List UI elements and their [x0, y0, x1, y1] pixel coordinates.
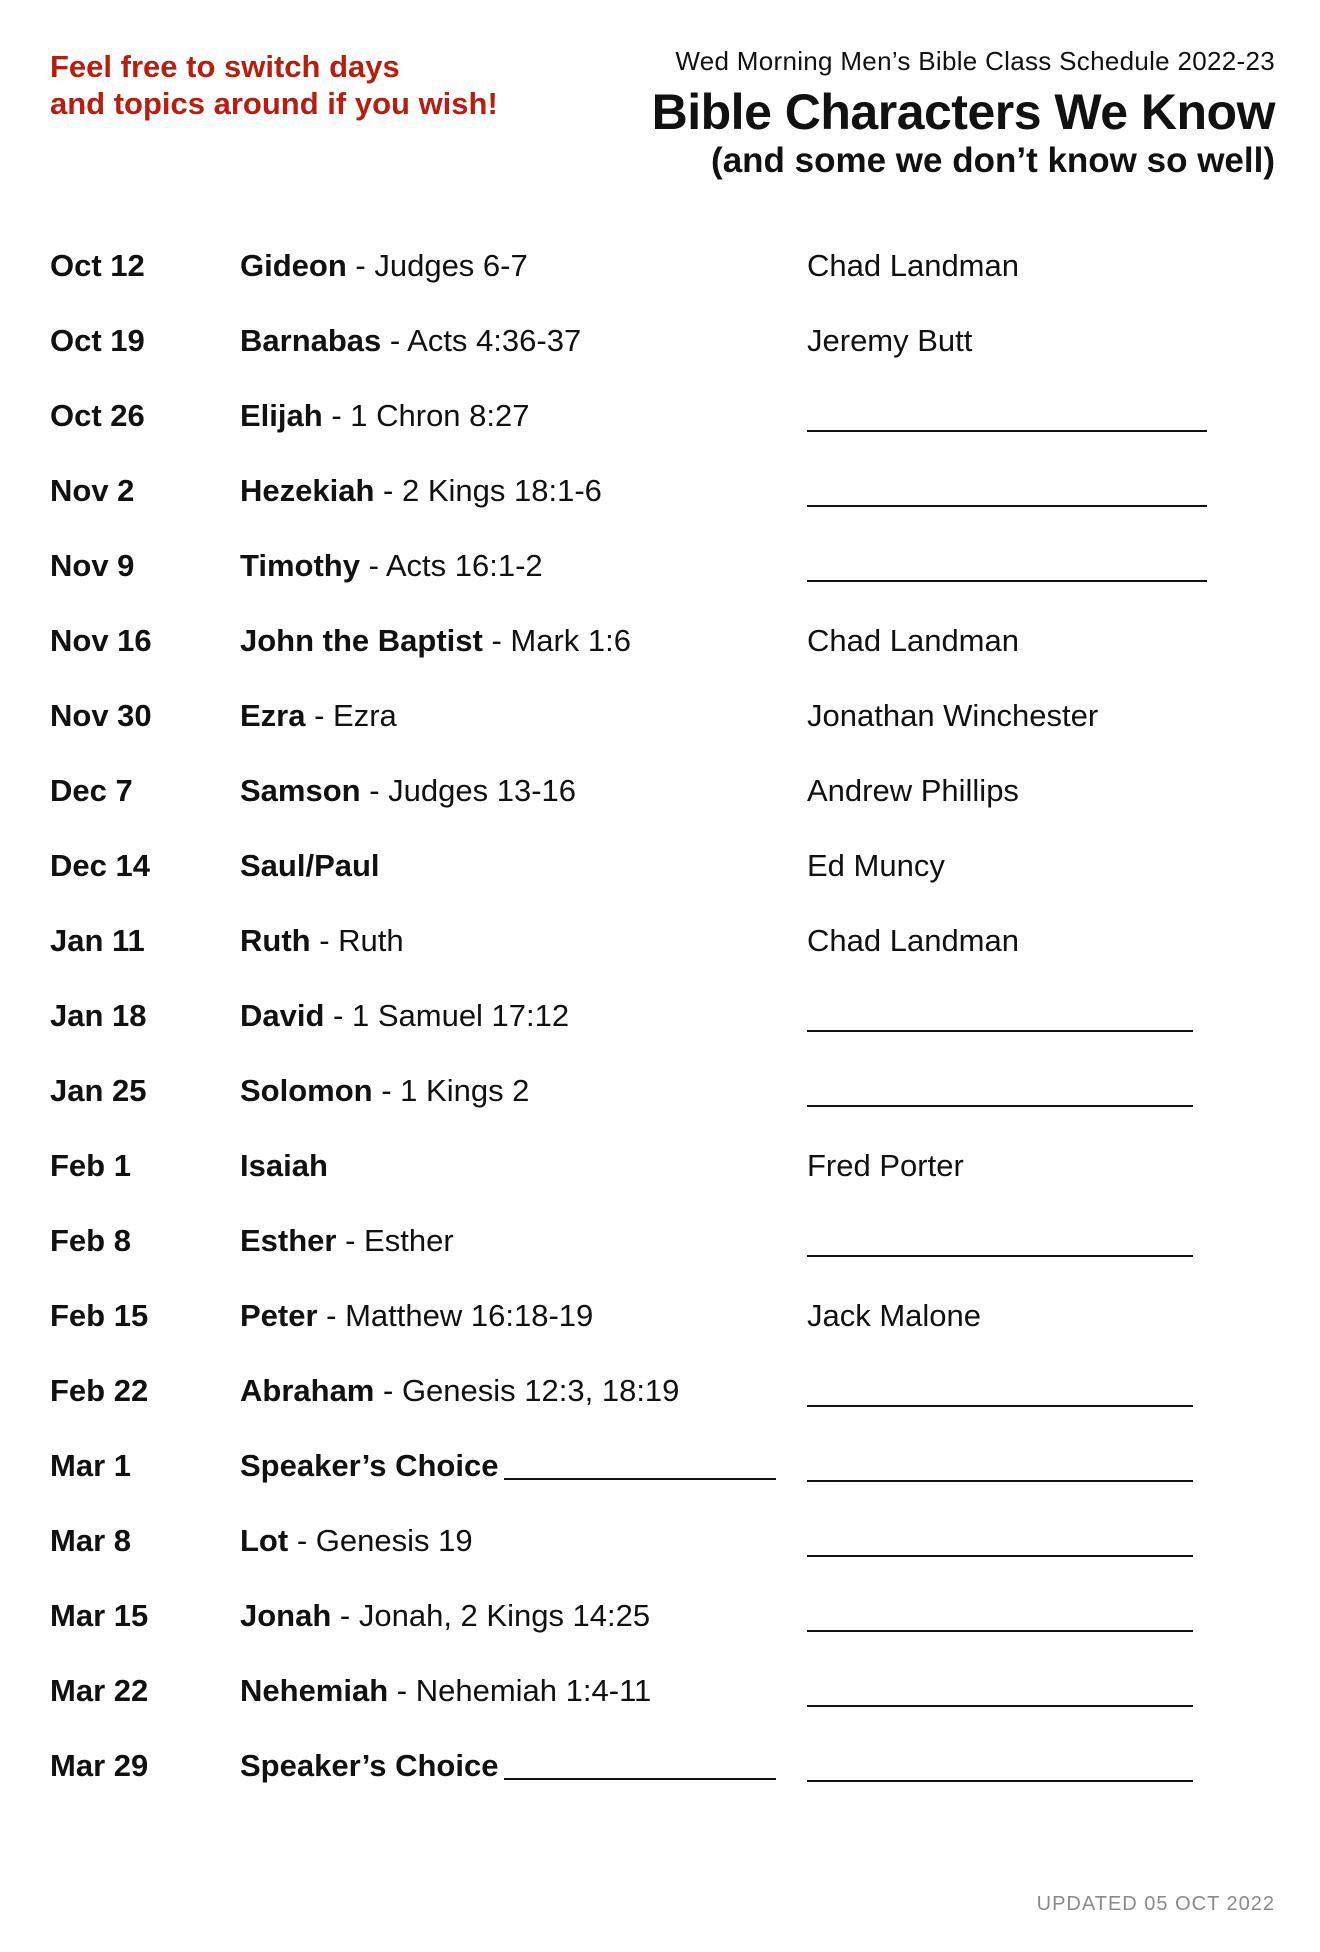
character-name: Solomon	[240, 1073, 373, 1108]
speaker-name: Chad Landman	[807, 923, 1019, 958]
speaker-name: Chad Landman	[807, 623, 1019, 658]
speaker-name: Andrew Phillips	[807, 773, 1019, 808]
scripture-reference: Judges 6-7	[374, 248, 528, 283]
row-date: Nov 2	[50, 473, 135, 508]
schedule-row	[50, 313, 1275, 388]
character-name: Nehemiah	[240, 1673, 389, 1708]
speaker-name: Ed Muncy	[807, 848, 945, 883]
scripture-reference: Ezra	[333, 698, 397, 733]
speaker-blank-line	[807, 1705, 1193, 1707]
speaker-name: Jonathan Winchester	[807, 698, 1099, 733]
speaker-blank-line	[807, 430, 1207, 432]
speaker-name: Jack Malone	[807, 1298, 982, 1333]
schedule-row	[50, 913, 1275, 988]
schedule-row	[50, 688, 1275, 763]
speaker-name: Jeremy Butt	[807, 323, 973, 358]
schedule-row	[50, 388, 1275, 463]
scripture-reference: Esther	[364, 1223, 454, 1258]
character-name: Speaker’s Choice	[240, 1748, 499, 1783]
character-name: Isaiah	[240, 1148, 328, 1183]
character-name: Saul/Paul	[240, 848, 380, 883]
topic-separator: -	[372, 1073, 401, 1108]
topic-separator: -	[305, 698, 334, 733]
scripture-reference: Genesis 12:3, 18:19	[401, 1373, 680, 1408]
character-name: Gideon	[240, 248, 347, 283]
topic-blank-line	[504, 1778, 776, 1780]
updated-date: UPDATED 05 OCT 2022	[1036, 1893, 1275, 1915]
topic-separator: -	[374, 473, 402, 508]
scripture-reference: Jonah, 2 Kings 14:25	[358, 1598, 651, 1633]
schedule-row	[50, 1513, 1275, 1588]
character-name: Ezra	[240, 698, 306, 733]
note-line-2: and topics around if you wish!	[50, 86, 498, 121]
row-topic	[240, 838, 380, 894]
row-date: Mar 15	[50, 1598, 149, 1633]
row-topic	[240, 1288, 593, 1344]
scripture-reference: 2 Kings 18:1-6	[401, 473, 602, 508]
speaker-name: Chad Landman	[807, 248, 1019, 283]
speaker-blank-line	[807, 1030, 1193, 1032]
row-topic	[240, 763, 576, 819]
scripture-reference: Acts 16:1-2	[385, 548, 543, 583]
topic-separator: -	[381, 323, 408, 358]
character-name: Esther	[240, 1223, 337, 1258]
row-topic	[240, 1213, 454, 1269]
speaker-blank-line	[807, 1555, 1193, 1557]
topic-separator: -	[374, 1373, 402, 1408]
row-topic	[240, 688, 397, 744]
schedule-row	[50, 1588, 1275, 1663]
row-topic	[240, 463, 602, 519]
schedule-row	[50, 1213, 1275, 1288]
schedule-row	[50, 613, 1275, 688]
scripture-reference: Ruth	[338, 923, 404, 958]
row-date: Jan 25	[50, 1073, 147, 1108]
character-name: Elijah	[240, 398, 323, 433]
row-topic	[240, 988, 569, 1044]
character-name: Hezekiah	[240, 473, 375, 508]
schedule-row	[50, 463, 1275, 538]
note	[50, 48, 498, 122]
row-date: Oct 26	[50, 398, 145, 433]
topic-separator: -	[360, 773, 389, 808]
row-topic	[240, 1738, 776, 1794]
speaker-blank-line	[807, 505, 1207, 507]
schedule-row	[50, 988, 1275, 1063]
row-topic	[240, 1513, 473, 1569]
topic-separator: -	[482, 623, 511, 658]
speaker-name: Fred Porter	[807, 1148, 964, 1183]
row-topic	[240, 1588, 650, 1644]
row-date: Mar 29	[50, 1748, 149, 1783]
row-date: Feb 1	[50, 1148, 131, 1183]
schedule-row	[50, 1288, 1275, 1363]
row-date: Jan 11	[50, 923, 145, 958]
schedule-row	[50, 838, 1275, 913]
character-name: Timothy	[240, 548, 360, 583]
topic-separator: -	[331, 1598, 359, 1633]
scripture-reference: 1 Kings 2	[400, 1073, 530, 1108]
character-name: Peter	[240, 1298, 318, 1333]
scripture-reference: Nehemiah 1:4-11	[415, 1673, 652, 1708]
schedule-row	[50, 763, 1275, 838]
row-date: Mar 22	[50, 1673, 149, 1708]
character-name: Barnabas	[240, 323, 382, 358]
row-date: Mar 8	[50, 1523, 131, 1558]
character-name: Ruth	[240, 923, 311, 958]
page-tagline: (and some we don’t know so well)	[711, 141, 1275, 180]
row-topic	[240, 1063, 529, 1119]
scripture-reference: Genesis 19	[315, 1523, 473, 1558]
row-topic	[240, 1663, 651, 1719]
topic-separator: -	[288, 1523, 316, 1558]
schedule-row	[50, 1438, 1275, 1513]
topic-separator: -	[310, 923, 339, 958]
note-line-1: Feel free to switch days	[50, 49, 400, 84]
schedule-row	[50, 1138, 1275, 1213]
row-date: Oct 12	[50, 248, 145, 283]
row-date: Feb 22	[50, 1373, 149, 1408]
row-topic	[240, 1138, 328, 1194]
header	[652, 46, 1275, 182]
row-date: Dec 14	[50, 848, 150, 883]
character-name: Speaker’s Choice	[240, 1448, 499, 1483]
scripture-reference: Acts 4:36-37	[407, 323, 582, 358]
row-topic	[240, 313, 581, 369]
row-date: Feb 8	[50, 1223, 131, 1258]
schedule-row	[50, 1738, 1275, 1813]
scripture-reference: Mark 1:6	[510, 623, 632, 658]
row-date: Jan 18	[50, 998, 147, 1033]
row-date: Feb 15	[50, 1298, 149, 1333]
topic-separator: -	[336, 1223, 365, 1258]
topic-blank-line	[504, 1478, 776, 1480]
speaker-blank-line	[807, 1480, 1193, 1482]
speaker-blank-line	[807, 1405, 1193, 1407]
row-date: Nov 16	[50, 623, 152, 658]
character-name: Abraham	[240, 1373, 375, 1408]
row-date: Nov 30	[50, 698, 152, 733]
speaker-blank-line	[807, 580, 1207, 582]
row-topic	[240, 238, 528, 294]
schedule-row	[50, 1063, 1275, 1138]
topic-separator: -	[322, 398, 351, 433]
speaker-blank-line	[807, 1255, 1193, 1257]
character-name: Lot	[240, 1523, 289, 1558]
schedule-table	[50, 238, 1275, 1813]
scripture-reference: 1 Chron 8:27	[350, 398, 530, 433]
row-date: Nov 9	[50, 548, 135, 583]
row-topic	[240, 1363, 679, 1419]
schedule-row	[50, 238, 1275, 313]
character-name: John the Baptist	[240, 623, 483, 658]
topic-separator: -	[317, 1298, 346, 1333]
row-date: Dec 7	[50, 773, 133, 808]
speaker-blank-line	[807, 1105, 1193, 1107]
row-topic	[240, 613, 631, 669]
character-name: Jonah	[240, 1598, 332, 1633]
topic-separator: -	[360, 548, 386, 583]
character-name: Samson	[240, 773, 361, 808]
row-date: Mar 1	[50, 1448, 131, 1483]
row-topic	[240, 1438, 776, 1494]
page-subtitle: Wed Morning Men’s Bible Class Schedule 2022-23	[675, 46, 1275, 76]
row-topic	[240, 388, 530, 444]
character-name: David	[240, 998, 325, 1033]
topic-separator: -	[388, 1673, 416, 1708]
topic-separator: -	[324, 998, 352, 1033]
row-topic	[240, 913, 404, 969]
schedule-row	[50, 1363, 1275, 1438]
row-date: Oct 19	[50, 323, 145, 358]
scripture-reference: 1 Samuel 17:12	[351, 998, 570, 1033]
speaker-blank-line	[807, 1780, 1193, 1782]
topic-separator: -	[346, 248, 375, 283]
schedule-row	[50, 538, 1275, 613]
page-title: Bible Characters We Know	[651, 84, 1275, 140]
row-topic	[240, 538, 543, 594]
scripture-reference: Judges 13-16	[388, 773, 577, 808]
scripture-reference: Matthew 16:18-19	[345, 1298, 594, 1333]
schedule-row	[50, 1663, 1275, 1738]
speaker-blank-line	[807, 1630, 1193, 1632]
